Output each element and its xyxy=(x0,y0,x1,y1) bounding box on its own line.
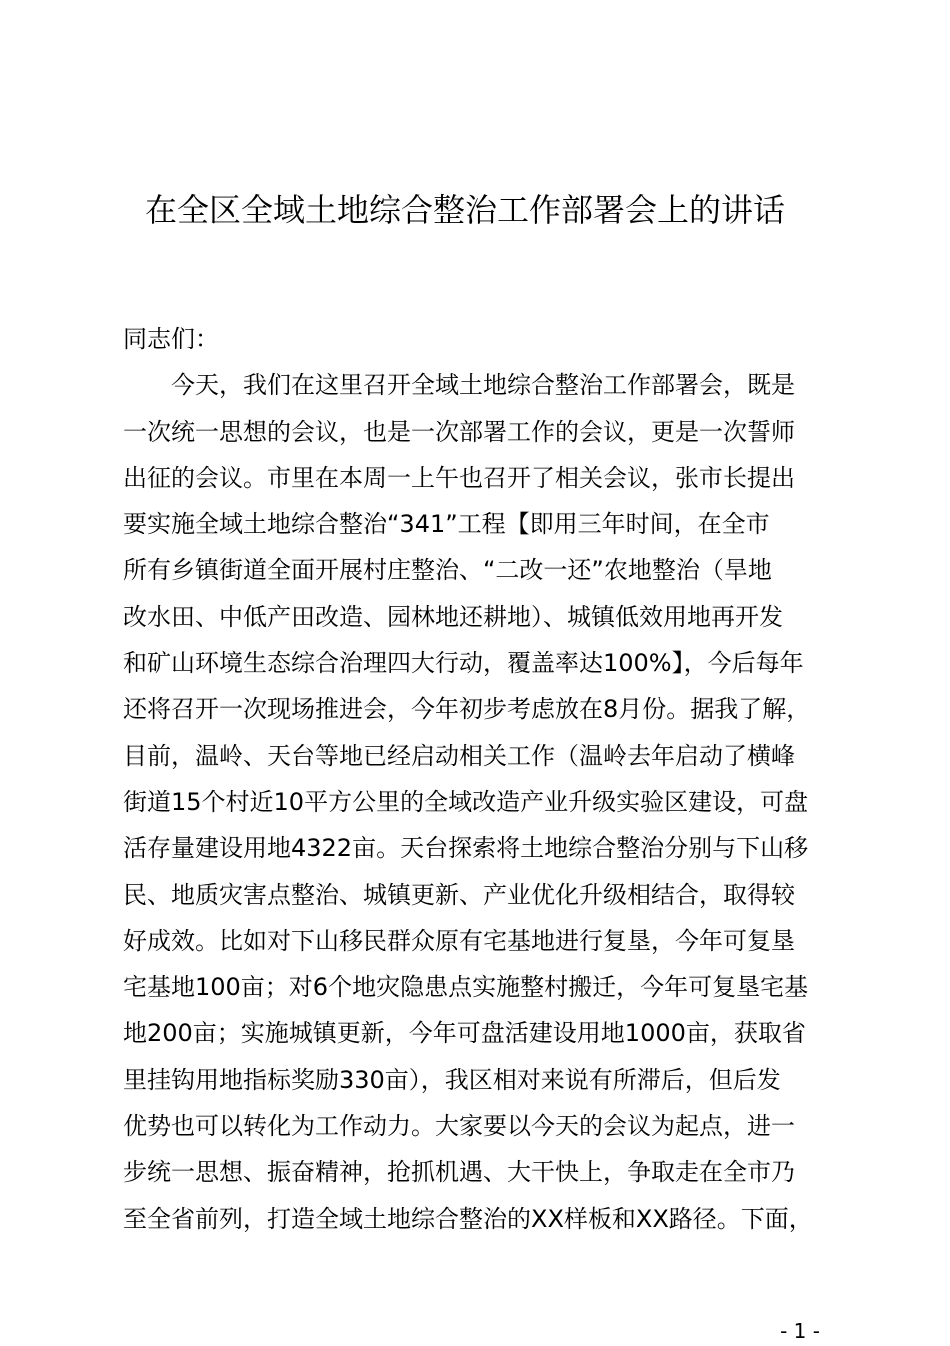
salutation: 同志们： xyxy=(123,325,219,353)
paragraph-line: 所有乡镇街道全面开展村庄整治、“二改一还”农地整治（旱地 xyxy=(123,556,772,585)
paragraph-line: 街道15个村近10平方公里的全域改造产业升级实验区建设，可盘 xyxy=(123,787,809,816)
paragraph-line: 今天，我们在这里召开全域土地综合整治工作部署会，既是 xyxy=(171,371,795,400)
paragraph-line: 和矿山环境生态综合治理四大行动，覆盖率达100%】，今后每年 xyxy=(123,649,804,678)
paragraph-line: 还将召开一次现场推进会，今年初步考虑放在8月份。据我了解， xyxy=(123,695,811,724)
document-body xyxy=(123,316,843,1242)
paragraph-line: 地200亩；实施城镇更新，今年可盘活建设用地1000亩，获取省 xyxy=(123,1019,806,1048)
paragraph-line: 里挂钩用地指标奖励330亩），我区相对来说有所滞后，但后发 xyxy=(123,1065,781,1094)
document-title: 在全区全域土地综合整治工作部署会上的讲话 xyxy=(144,191,785,229)
page-number: - 1 - xyxy=(780,1319,820,1343)
paragraph-line: 民、地质灾害点整治、城镇更新、产业优化升级相结合，取得较 xyxy=(123,880,795,909)
paragraph-line: 活存量建设用地4322亩。天台探索将土地综合整治分别与下山移 xyxy=(123,834,809,863)
paragraph-line: 改水田、中低产田改造、园林地还耕地）、城镇低效用地再开发 xyxy=(123,602,783,631)
paragraph-line: 步统一思想、振奋精神，抢抓机遇、大干快上，争取走在全市乃 xyxy=(123,1158,795,1187)
paragraph-line: 宅基地100亩；对6个地灾隐患点实施整村搬迁，今年可复垦宅基 xyxy=(123,973,809,1002)
paragraph-line: 优势也可以转化为工作动力。大家要以今天的会议为起点，进一 xyxy=(123,1112,795,1141)
paragraph-line: 一次统一思想的会议，也是一次部署工作的会议，更是一次誓师 xyxy=(123,417,795,446)
paragraph-line: 好成效。比如对下山移民群众原有宅基地进行复垦，今年可复垦 xyxy=(123,926,795,955)
paragraph-line: 要实施全域土地综合整治“341”工程【即用三年时间，在全市 xyxy=(123,510,770,539)
paragraph-line: 至全省前列，打造全域土地综合整治的XX样板和XX路径。下面， xyxy=(123,1204,813,1233)
paragraph-line: 目前，温岭、天台等地已经启动相关工作（温岭去年启动了横峰 xyxy=(123,741,795,770)
paragraph-line: 出征的会议。市里在本周一上午也召开了相关会议，张市长提出 xyxy=(123,463,795,492)
